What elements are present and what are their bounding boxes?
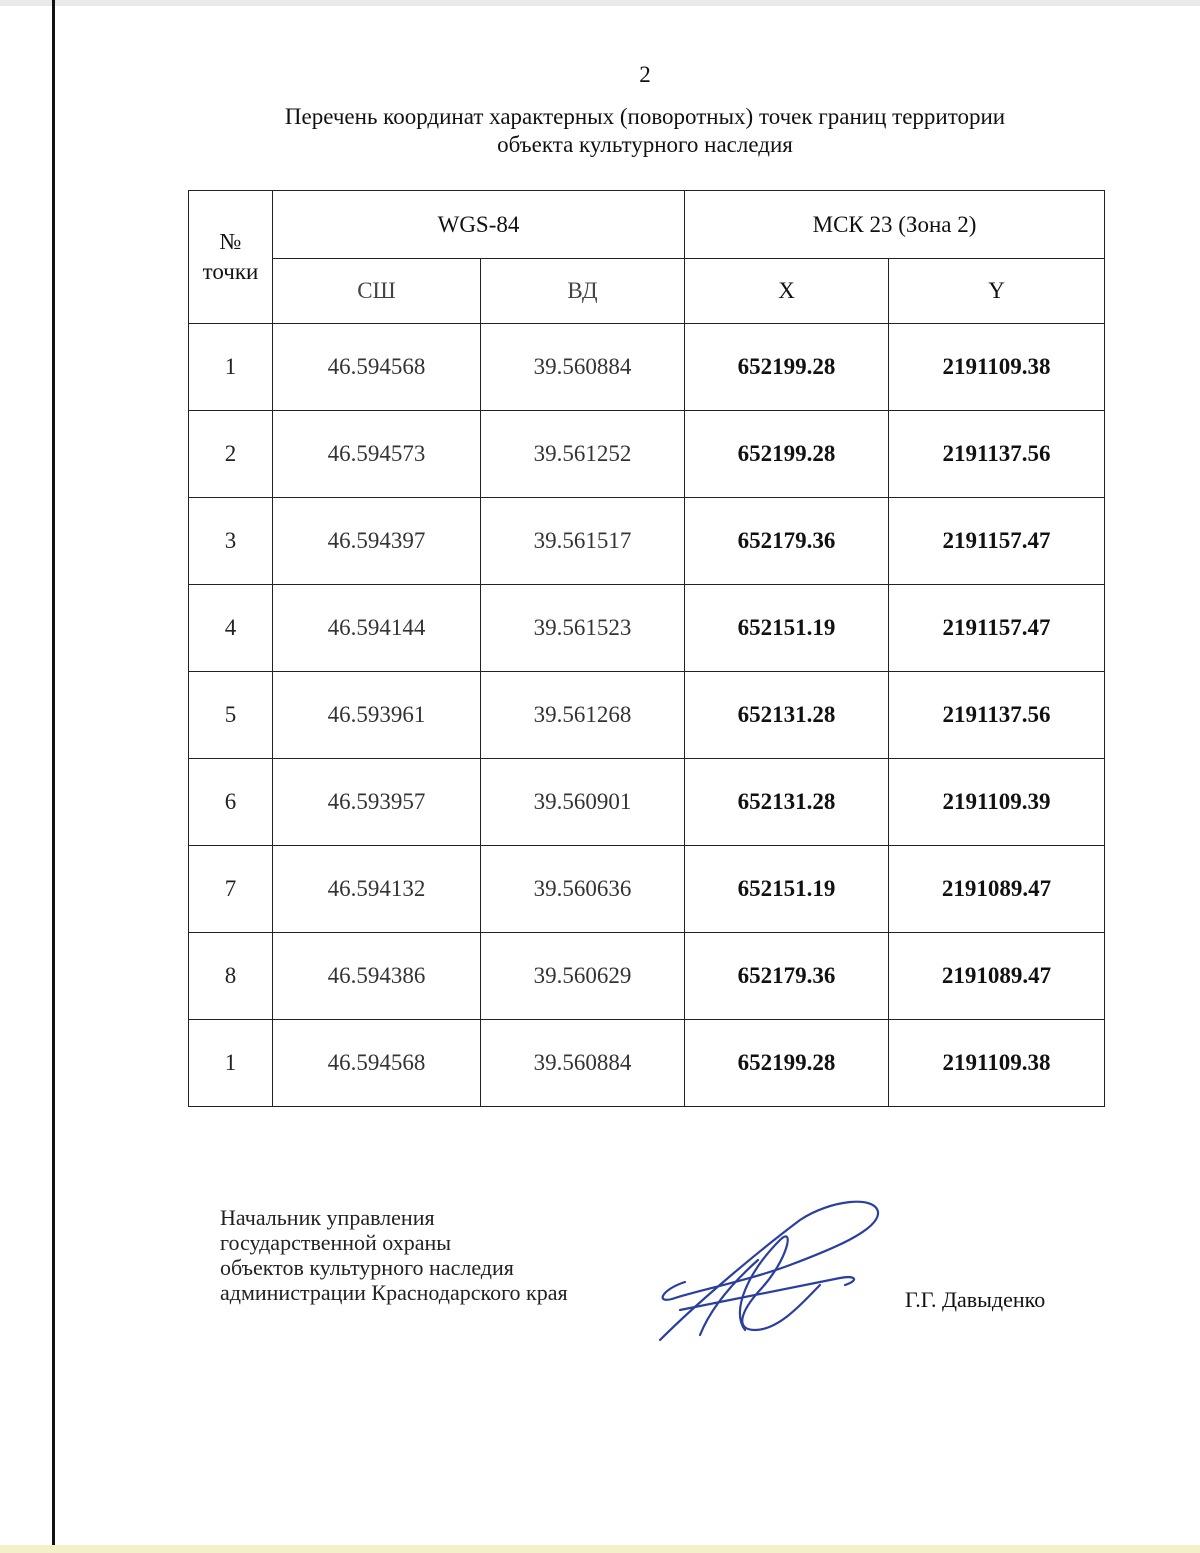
signatory-title-line-4: администрации Краснодарского края — [220, 1280, 568, 1305]
top-edge — [0, 0, 1200, 6]
cell-point-number: 1 — [189, 324, 273, 411]
table-row — [189, 1020, 1105, 1107]
signatory-title-line-1: Начальник управления — [220, 1205, 435, 1230]
cell-longitude: 39.560636 — [481, 846, 685, 933]
document-title-line-1: Перечень координат характерных (поворотных) точек границ территории — [284, 104, 1006, 129]
cell-point-number: 2 — [189, 411, 273, 498]
signatory-title-line-2: государственной охраны — [220, 1230, 452, 1255]
cell-latitude: 46.594568 — [273, 1020, 481, 1107]
cell-latitude: 46.593957 — [273, 759, 481, 846]
cell-y: 2191109.38 — [889, 1020, 1105, 1107]
header-msk23: МСК 23 (Зона 2) — [685, 191, 1105, 259]
cell-point-number: 1 — [189, 1020, 273, 1107]
cell-x: 652131.28 — [685, 759, 889, 846]
header-point-number-label: точки — [202, 259, 259, 284]
cell-y: 2191109.38 — [889, 324, 1105, 411]
signatory-title — [220, 1205, 568, 1305]
cell-longitude: 39.561523 — [481, 585, 685, 672]
cell-longitude: 39.561252 — [481, 411, 685, 498]
binding-margin-line — [52, 0, 55, 1553]
cell-point-number: 8 — [189, 933, 273, 1020]
cell-latitude: 46.594397 — [273, 498, 481, 585]
handwritten-signature — [640, 1190, 890, 1350]
table-row — [189, 324, 1105, 411]
cell-longitude: 39.561268 — [481, 672, 685, 759]
bottom-edge — [0, 1545, 1200, 1553]
cell-longitude: 39.560901 — [481, 759, 685, 846]
table-row — [189, 411, 1105, 498]
cell-x: 652199.28 — [685, 411, 889, 498]
cell-x: 652151.19 — [685, 846, 889, 933]
signatory-title-line-3: объектов культурного наследия — [220, 1255, 514, 1280]
cell-latitude: 46.594573 — [273, 411, 481, 498]
cell-latitude: 46.594144 — [273, 585, 481, 672]
table-subheader-row — [189, 259, 1105, 324]
cell-point-number: 7 — [189, 846, 273, 933]
cell-point-number: 5 — [189, 672, 273, 759]
cell-latitude: 46.594386 — [273, 933, 481, 1020]
cell-longitude: 39.560884 — [481, 324, 685, 411]
page-number: 2 — [639, 62, 651, 87]
cell-point-number: 4 — [189, 585, 273, 672]
document-title — [240, 103, 1050, 159]
cell-y: 2191109.39 — [889, 759, 1105, 846]
table-row — [189, 672, 1105, 759]
header-longitude: ВД — [481, 259, 685, 324]
cell-y: 2191137.56 — [889, 411, 1105, 498]
document-title-line-2: объекта культурного наследия — [497, 132, 793, 157]
cell-x: 652199.28 — [685, 1020, 889, 1107]
header-wgs84: WGS-84 — [273, 191, 685, 259]
signer-name: Г.Г. Давыденко — [905, 1287, 1046, 1312]
header-y: Y — [889, 259, 1105, 324]
cell-point-number: 6 — [189, 759, 273, 846]
cell-x: 652179.36 — [685, 498, 889, 585]
table-row — [189, 933, 1105, 1020]
header-point-number-symbol: № — [219, 229, 242, 254]
table-row — [189, 498, 1105, 585]
header-x: X — [685, 259, 889, 324]
cell-x: 652199.28 — [685, 324, 889, 411]
table-row — [189, 585, 1105, 672]
cell-latitude: 46.593961 — [273, 672, 481, 759]
cell-longitude: 39.560629 — [481, 933, 685, 1020]
cell-longitude: 39.560884 — [481, 1020, 685, 1107]
header-point-number — [189, 191, 273, 324]
cell-y: 2191089.47 — [889, 933, 1105, 1020]
cell-y: 2191157.47 — [889, 585, 1105, 672]
header-latitude: СШ — [273, 259, 481, 324]
cell-longitude: 39.561517 — [481, 498, 685, 585]
cell-y: 2191137.56 — [889, 672, 1105, 759]
table-row — [189, 846, 1105, 933]
table-body — [189, 324, 1105, 1107]
table-header-row — [189, 191, 1105, 259]
cell-latitude: 46.594568 — [273, 324, 481, 411]
cell-y: 2191157.47 — [889, 498, 1105, 585]
table-row — [189, 759, 1105, 846]
cell-x: 652151.19 — [685, 585, 889, 672]
cell-y: 2191089.47 — [889, 846, 1105, 933]
cell-latitude: 46.594132 — [273, 846, 481, 933]
coordinates-table — [188, 190, 1105, 1107]
cell-x: 652179.36 — [685, 933, 889, 1020]
cell-x: 652131.28 — [685, 672, 889, 759]
cell-point-number: 3 — [189, 498, 273, 585]
